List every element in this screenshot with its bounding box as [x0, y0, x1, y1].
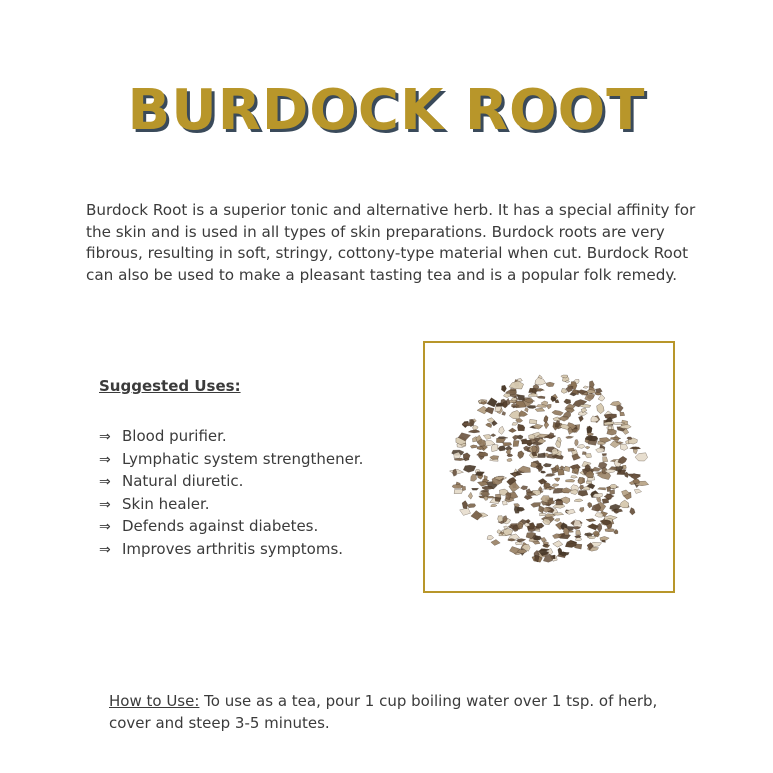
root-chip	[583, 386, 589, 388]
list-item	[99, 449, 363, 472]
list-item	[99, 471, 363, 494]
list-item-text: Improves arthritis symptoms.	[122, 539, 344, 558]
root-chip	[503, 443, 512, 447]
root-chip	[471, 511, 483, 521]
root-chip	[477, 452, 488, 456]
root-chip	[598, 488, 606, 490]
root-chip	[552, 410, 563, 415]
root-chip	[554, 478, 559, 482]
list-item	[99, 539, 363, 562]
root-chip	[507, 454, 513, 457]
root-chip	[607, 429, 617, 435]
root-chip	[517, 507, 525, 511]
root-chip	[566, 436, 574, 438]
root-chip	[584, 533, 593, 536]
root-chip	[468, 492, 473, 499]
root-chip	[487, 398, 497, 407]
root-chip	[503, 393, 510, 398]
root-chip	[618, 456, 627, 464]
root-chip	[588, 536, 595, 539]
root-chip	[481, 402, 486, 405]
root-chip	[582, 452, 586, 455]
root-chip	[471, 474, 477, 481]
root-chip	[552, 484, 559, 487]
product-photo-frame	[423, 341, 675, 593]
root-chip	[595, 513, 603, 517]
root-chip	[557, 469, 564, 476]
root-chip	[483, 434, 491, 439]
root-chip	[502, 411, 506, 415]
root-chip	[604, 494, 614, 499]
root-chip	[566, 479, 575, 482]
root-chip	[546, 382, 554, 387]
root-chip	[509, 428, 517, 433]
root-chip	[598, 462, 607, 469]
double-arrow-right-icon: ⇒	[99, 451, 111, 468]
root-chip	[544, 415, 548, 423]
how-to-use-text: To use as a tea, pour 1 cup boiling water over 1 tsp. of herb, cover and steep 3-5 minutes.	[109, 692, 658, 732]
root-chip	[620, 500, 629, 508]
root-chip	[522, 440, 531, 444]
list-item	[99, 494, 363, 517]
root-chip	[586, 519, 596, 522]
root-chip	[579, 416, 584, 422]
root-chip	[537, 396, 545, 399]
root-chip	[463, 465, 476, 472]
root-chip	[576, 538, 582, 541]
root-chip	[490, 434, 496, 437]
root-chip	[536, 523, 544, 528]
root-chip	[588, 502, 592, 508]
root-chip	[566, 386, 573, 392]
root-chip	[528, 394, 537, 397]
intro-paragraph: Burdock Root is a superior tonic and alternative herb. It has a special affinity for the skin and is used in all types of skin preparations. Burdock roots are very fibrous, resulting in soft, stringy, cottony-type material when cut. Burdock Root can also be used to make a pleasant tasting tea and is a popular folk remedy.	[86, 201, 696, 284]
root-chip	[472, 488, 479, 490]
root-chip	[482, 486, 493, 490]
root-chip	[524, 495, 532, 499]
root-chip	[553, 541, 563, 548]
root-chip	[549, 433, 554, 439]
root-chip	[547, 404, 551, 409]
root-chip	[597, 523, 602, 532]
root-chip	[602, 454, 607, 456]
root-chip	[507, 458, 512, 461]
root-chip	[617, 405, 624, 412]
root-chip	[496, 438, 505, 443]
root-chip	[575, 439, 579, 446]
root-chip	[564, 399, 571, 404]
root-chip	[600, 536, 609, 540]
root-chip	[576, 530, 581, 535]
list-item-text: Lymphatic system strengthener.	[122, 449, 364, 468]
how-to-use-paragraph	[109, 690, 689, 734]
root-chip	[462, 501, 467, 509]
root-chip	[591, 467, 601, 471]
root-chip	[454, 490, 463, 494]
root-chip	[521, 486, 528, 490]
root-chip	[513, 441, 519, 447]
root-chip	[602, 498, 609, 503]
root-chip	[627, 437, 632, 440]
root-chip	[518, 451, 524, 459]
root-chip	[553, 513, 564, 516]
suggested-uses-heading: Suggested Uses:	[99, 377, 241, 395]
root-chip	[536, 405, 546, 408]
dried-burdock-root-image	[431, 349, 667, 585]
root-chip	[512, 435, 518, 440]
root-chip	[533, 384, 539, 389]
root-chip	[487, 535, 494, 540]
root-chip	[529, 419, 537, 424]
root-chip	[501, 385, 506, 392]
root-chip	[580, 405, 591, 408]
root-chip	[620, 412, 625, 416]
root-chip	[579, 507, 584, 512]
root-chip	[548, 500, 555, 504]
root-chip	[540, 471, 545, 473]
root-chip	[578, 490, 588, 496]
root-chip	[598, 394, 605, 401]
root-chip	[499, 426, 505, 434]
double-arrow-right-icon: ⇒	[99, 429, 111, 445]
root-chip	[468, 430, 479, 433]
root-chip	[605, 528, 614, 531]
root-chip	[597, 403, 604, 414]
root-chip	[577, 445, 585, 449]
page-title: BURDOCK ROOT	[127, 78, 646, 143]
double-arrow-right-icon: ⇒	[99, 496, 111, 513]
root-chip	[491, 504, 497, 507]
root-chip	[540, 513, 546, 516]
root-chip	[535, 408, 545, 412]
list-item	[99, 426, 363, 449]
root-chip	[614, 529, 618, 534]
root-chip	[634, 489, 641, 494]
root-chip	[453, 469, 457, 476]
root-chip	[635, 453, 648, 461]
list-item-text: Defends against diabetes.	[122, 517, 319, 536]
list-item-text: Skin healer.	[122, 494, 210, 513]
root-chip	[491, 540, 500, 546]
list-item-text: Blood purifier.	[122, 427, 227, 445]
root-chip	[460, 508, 471, 516]
root-chip	[586, 481, 591, 484]
root-chip	[509, 381, 523, 389]
root-chip	[630, 508, 636, 515]
how-to-use-label: How to Use:	[109, 692, 200, 710]
root-chip	[503, 402, 507, 408]
list-item	[99, 516, 363, 539]
root-chip	[502, 501, 507, 506]
suggested-uses-list	[99, 426, 363, 562]
root-chip	[517, 395, 524, 401]
double-arrow-right-icon: ⇒	[99, 474, 111, 491]
root-chip	[543, 541, 549, 544]
root-chip	[541, 537, 547, 542]
root-chip	[467, 504, 476, 508]
root-chip	[553, 505, 565, 509]
root-chip	[610, 484, 617, 488]
root-chip	[524, 408, 528, 413]
root-chip	[470, 445, 477, 448]
root-chip	[630, 447, 641, 449]
root-chip	[498, 446, 505, 451]
root-chip	[603, 457, 608, 462]
root-chip	[571, 476, 578, 479]
root-chip	[543, 463, 552, 467]
root-chip	[585, 446, 590, 449]
root-chip	[555, 518, 560, 521]
root-chip	[516, 539, 525, 543]
double-arrow-right-icon: ⇒	[99, 519, 111, 536]
root-chip	[535, 378, 546, 386]
root-chip	[512, 422, 518, 425]
root-chip	[588, 524, 598, 531]
root-chip	[452, 484, 463, 488]
list-item-text: Natural diuretic.	[122, 472, 244, 491]
double-arrow-right-icon: ⇒	[99, 541, 111, 558]
root-chip	[579, 485, 583, 490]
root-chip	[538, 506, 543, 514]
root-chip	[515, 542, 522, 545]
root-chip	[495, 497, 502, 502]
root-chip	[620, 444, 628, 450]
root-chip	[533, 541, 540, 544]
root-chip	[596, 448, 605, 452]
root-chip	[564, 466, 570, 472]
root-chip	[491, 444, 498, 451]
root-chip	[518, 424, 525, 431]
root-chip	[574, 499, 583, 502]
root-chip	[486, 423, 492, 428]
root-chip	[545, 474, 555, 477]
